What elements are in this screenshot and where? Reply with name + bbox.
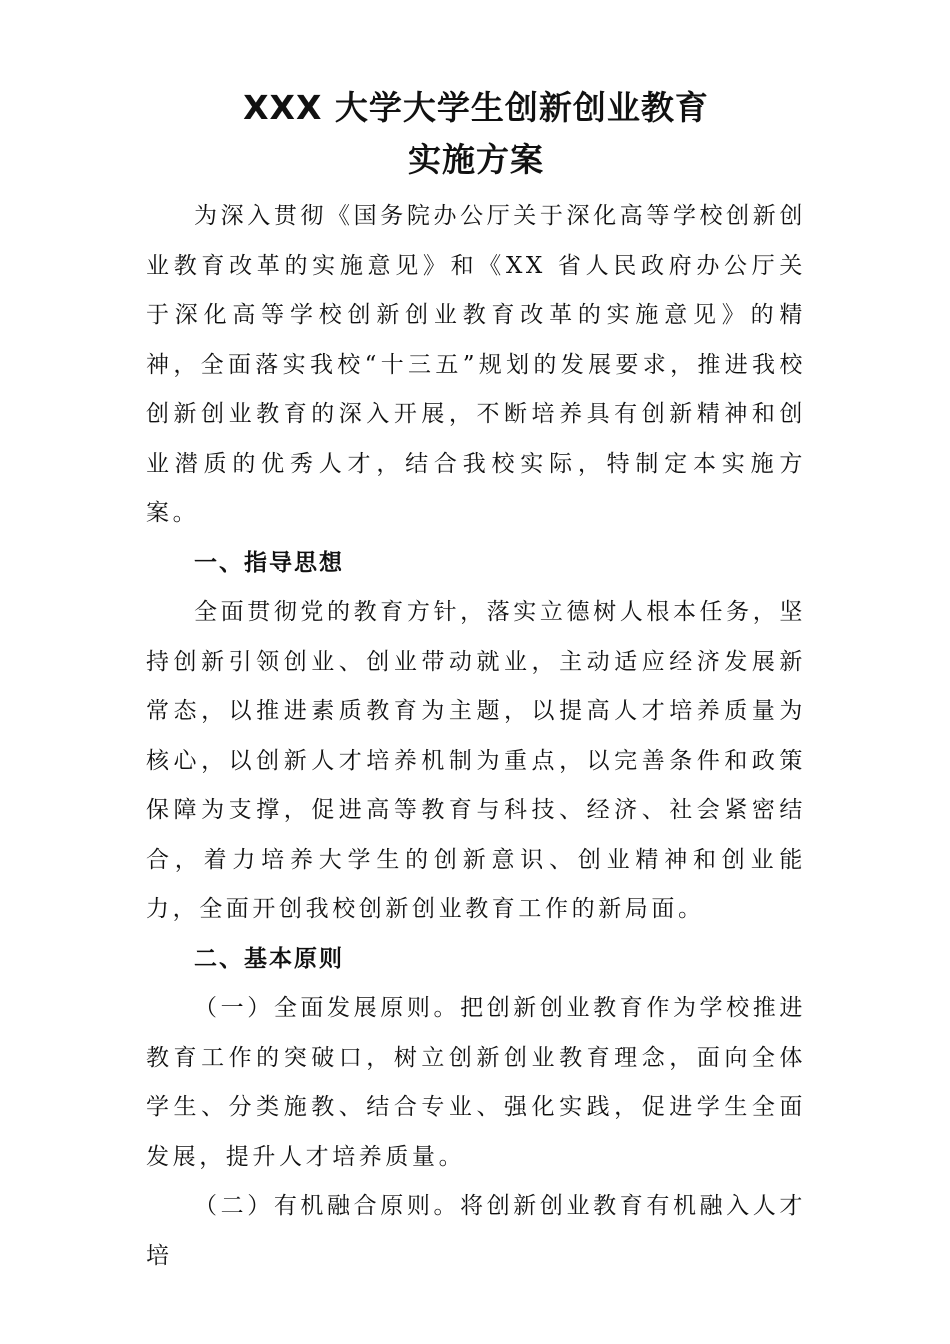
document-title (146, 82, 806, 186)
section-heading-guiding-ideology: 一、指导思想 (194, 549, 344, 576)
section-paragraph: （一）全面发展原则。把创新创业教育作为学校推进教育工作的突破口，树立创新创业教育理念，面向全体学生、分类施教、结合专业、强化实践，促进学生全面发展，提升人才培养质量。 (146, 995, 806, 1170)
title-line-2: 实施方案 (408, 140, 544, 179)
section-heading-basic-principles: 二、基本原则 (194, 945, 344, 972)
title-line-1: XXX 大学大学生创新创业教育 (243, 88, 709, 127)
section-paragraph: 全面贯彻党的教育方针，落实立德树人根本任务，坚持创新引领创业、创业带动就业，主动适应经济发展新常态，以推进素质教育为主题，以提高人才培养质量为核心，以创新人才培养机制为重点，以完善条件和政策保障为支撑，促进高等教育与科技、经济、社会紧密结合，着力培养大学生的创新意识、创业精神和创业能力，全面开创我校创新创业教育工作的新局面。 (146, 599, 806, 922)
section-paragraph: （二）有机融合原则。将创新创业教育有机融入人才培 (146, 1193, 806, 1269)
document-body (146, 82, 806, 1281)
intro-paragraph: 为深入贯彻《国务院办公厅关于深化高等学校创新创业教育改革的实施意见》和《XX 省人民政府办公厅关于深化高等学校创新创业教育改革的实施意见》的精神，全面落实我校“十三五”规划的发展要求，推进我校创新创业教育的深入开展，不断培养具有创新精神和创业潜质的优秀人才，结合我校实际，特制定本实施方案。 (146, 203, 806, 526)
